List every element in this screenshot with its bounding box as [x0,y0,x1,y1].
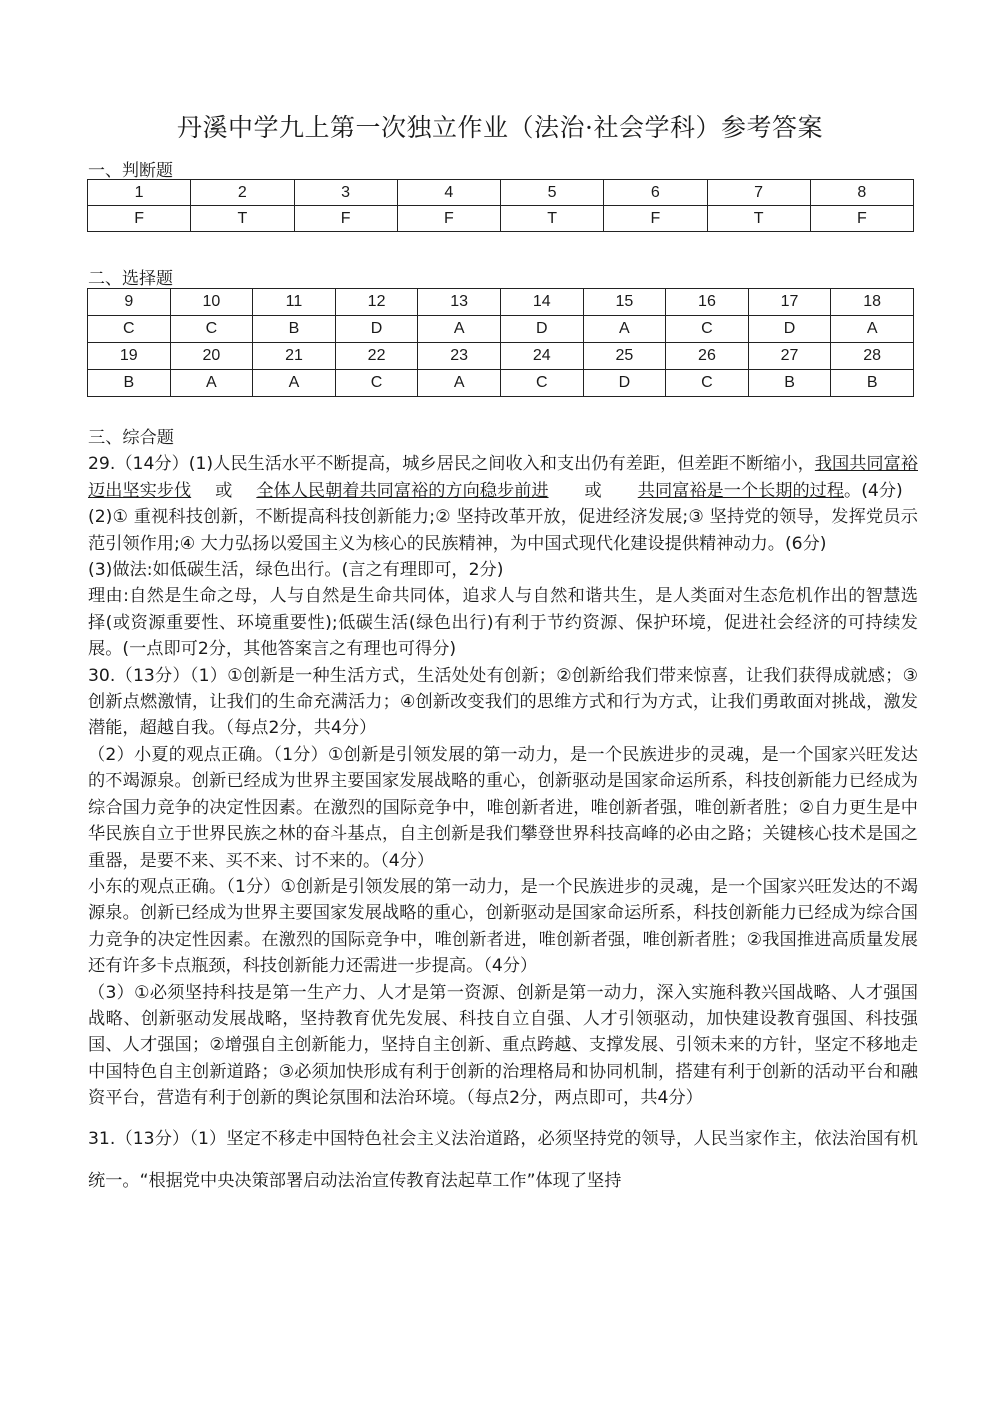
answer-cell: A [831,316,914,343]
question-number-cell: 17 [748,289,831,316]
answer-cell: A [418,370,501,397]
question-number-cell: 5 [501,180,604,206]
q29-key-point-2: 全体人民朝着共同富裕的方向稳步前进 [256,480,549,501]
question-number-cell: 24 [500,343,583,370]
question-number-cell: 11 [253,289,336,316]
answer-cell: A [418,316,501,343]
question-number-cell: 10 [170,289,253,316]
table-row [88,289,914,316]
q31-part1: 31.（13分）（1）坚定不移走中国特色社会主义法治道路，必须坚持党的领导，人民当家作主，依法治国有机统一。“根据党中央决策部署启动法治宣传教育法起草工作”体现了坚持 [88,1128,918,1191]
question-number-cell: 7 [707,180,810,206]
answer-cell: F [810,206,913,232]
question-number-cell: 25 [583,343,666,370]
answer-cell: D [500,316,583,343]
question-number-cell: 9 [88,289,171,316]
section-heading-comprehensive: 三、综合题 [88,428,174,448]
question-number-cell: 2 [191,180,294,206]
answer-cell: A [583,316,666,343]
answer-cell: D [335,316,418,343]
q29-part1 [88,451,918,504]
question-number-cell: 4 [397,180,500,206]
answer-cell: C [666,316,749,343]
q29-part1-tail: 。(4分) [844,480,903,501]
question-number-cell: 28 [831,343,914,370]
table-row [88,316,914,343]
q29-reason: 理由:自然是生命之母，人与自然是生命共同体，追求人与自然和谐共生，是人类面对生态危机作出的智慧选择(或资源重要性、环境重要性);低碳生活(绿色出行)有利于节约资源、保护环境，促进社会经济的可持续发展。(一点即可2分，其他答案言之有理也可得分) [88,586,918,660]
question-number-cell: 20 [170,343,253,370]
answer-cell: D [748,316,831,343]
answer-cell: C [335,370,418,397]
question-number-cell: 26 [666,343,749,370]
answer-cell: F [397,206,500,232]
section-heading-choice: 二、选择题 [88,269,173,289]
answer-cell: A [170,370,253,397]
answer-cell: B [88,370,171,397]
q29-part1-lead: 29.（14分）(1)人民生活水平不断提高，城乡居民之间收入和支出仍有差距，但差距不断缩小， [88,454,815,475]
question-number-cell: 18 [831,289,914,316]
answer-cell: C [500,370,583,397]
q29-part3: (3)做法:如低碳生活，绿色出行。(言之有理即可，2分) [88,560,504,581]
answer-cell: T [191,206,294,232]
answer-cell: T [501,206,604,232]
answer-cell: A [253,370,336,397]
answer-cell: C [666,370,749,397]
table-row [88,370,914,397]
answer-cell: B [253,316,336,343]
comprehensive-answers [88,425,918,1202]
q29-key-point-1: 我国共同富裕迈出坚实步伐 [88,454,918,501]
question-number-cell: 6 [604,180,707,206]
question-number-cell: 15 [583,289,666,316]
question-number-cell: 12 [335,289,418,316]
question-number-cell: 1 [88,180,191,206]
q29-or-2: 或 [584,480,602,501]
table-row [88,206,914,232]
section-heading-judgment: 一、判断题 [88,161,173,181]
question-number-cell: 8 [810,180,913,206]
page-title: 丹溪中学九上第一次独立作业（法治·社会学科）参考答案 [177,113,823,142]
q30-part2: （2）小夏的观点正确。（1分）①创新是引领发展的第一动力，是一个民族进步的灵魂，是一个国家兴旺发达的不竭源泉。创新已经成为世界主要国家发展战略的重心，创新驱动是国家命运所系，科技创新能力已经成为综合国力竞争的决定性因素。在激烈的国际竞争中，唯创新者进，唯创新者强，唯创新者胜；②自力更生是中华民族自立于世界民族之林的奋斗基点，自主创新是我们攀登世界科技高峰的必由之路；关键核心技术是国之重器，是要不来、买不来、讨不来的。（4分） [88,744,918,871]
answer-cell: C [88,316,171,343]
answer-cell: F [294,206,397,232]
answer-cell: B [748,370,831,397]
question-number-cell: 22 [335,343,418,370]
answer-cell: F [604,206,707,232]
question-number-cell: 19 [88,343,171,370]
answer-cell: D [583,370,666,397]
q30-part1: 30.（13分）（1）①创新是一种生活方式，生活处处有创新；②创新给我们带来惊喜，让我们获得成就感；③创新点燃激情，让我们的生命充满活力；④创新改变我们的思维方式和行为方式，让我们勇敢面对挑战，激发潜能，超越自我。（每点2分，共4分） [88,665,918,739]
q30-part2-xiaodong: 小东的观点正确。（1分）①创新是引领发展的第一动力，是一个民族进步的灵魂，是一个国家兴旺发达的不竭源泉。创新已经成为世界主要国家发展战略的重心，创新驱动是国家命运所系，科技创新能力已经成为综合国力竞争的决定性因素。在激烈的国际竞争中，唯创新者进，唯创新者强，唯创新者胜；②我国推进高质量发展还有许多卡点瓶颈，科技创新能力还需进一步提高。（4分） [88,876,918,977]
question-number-cell: 27 [748,343,831,370]
answer-cell: B [831,370,914,397]
answer-cell: C [170,316,253,343]
judgment-answer-table [87,179,914,232]
question-number-cell: 21 [253,343,336,370]
table-row [88,343,914,370]
q30-part3: （3）①必须坚持科技是第一生产力、人才是第一资源、创新是第一动力，深入实施科教兴国战略、人才强国战略、创新驱动发展战略，坚持教育优先发展、科技自立自强、人才引领驱动，加快建设教育强国、科技强国、人才强国；②增强自主创新能力，坚持自主创新、重点跨越、支撑发展、引领未来的方针，坚定不移地走中国特色自主创新道路；③必须加快形成有利于创新的治理格局和协同机制，搭建有利于创新的活动平台和融资平台，营造有利于创新的舆论氛围和法治环境。（每点2分，两点即可，共4分） [88,982,918,1109]
question-number-cell: 14 [500,289,583,316]
question-number-cell: 13 [418,289,501,316]
question-number-cell: 23 [418,343,501,370]
answer-cell: T [707,206,810,232]
choice-answer-table [87,288,914,397]
q29-key-point-3: 共同富裕是一个长期的过程 [637,480,845,501]
question-number-cell: 3 [294,180,397,206]
question-number-cell: 16 [666,289,749,316]
q29-part2: (2)① 重视科技创新，不断提高科技创新能力;② 坚持改革开放，促进经济发展;③ 坚持党的领导，发挥党员示范引领作用;④ 大力弘扬以爱国主义为核心的民族精神，为中国式现代化建设提供精神动力。(6分) [88,507,918,554]
table-row [88,180,914,206]
answer-cell: F [88,206,191,232]
q29-or-1: 或 [215,480,233,501]
